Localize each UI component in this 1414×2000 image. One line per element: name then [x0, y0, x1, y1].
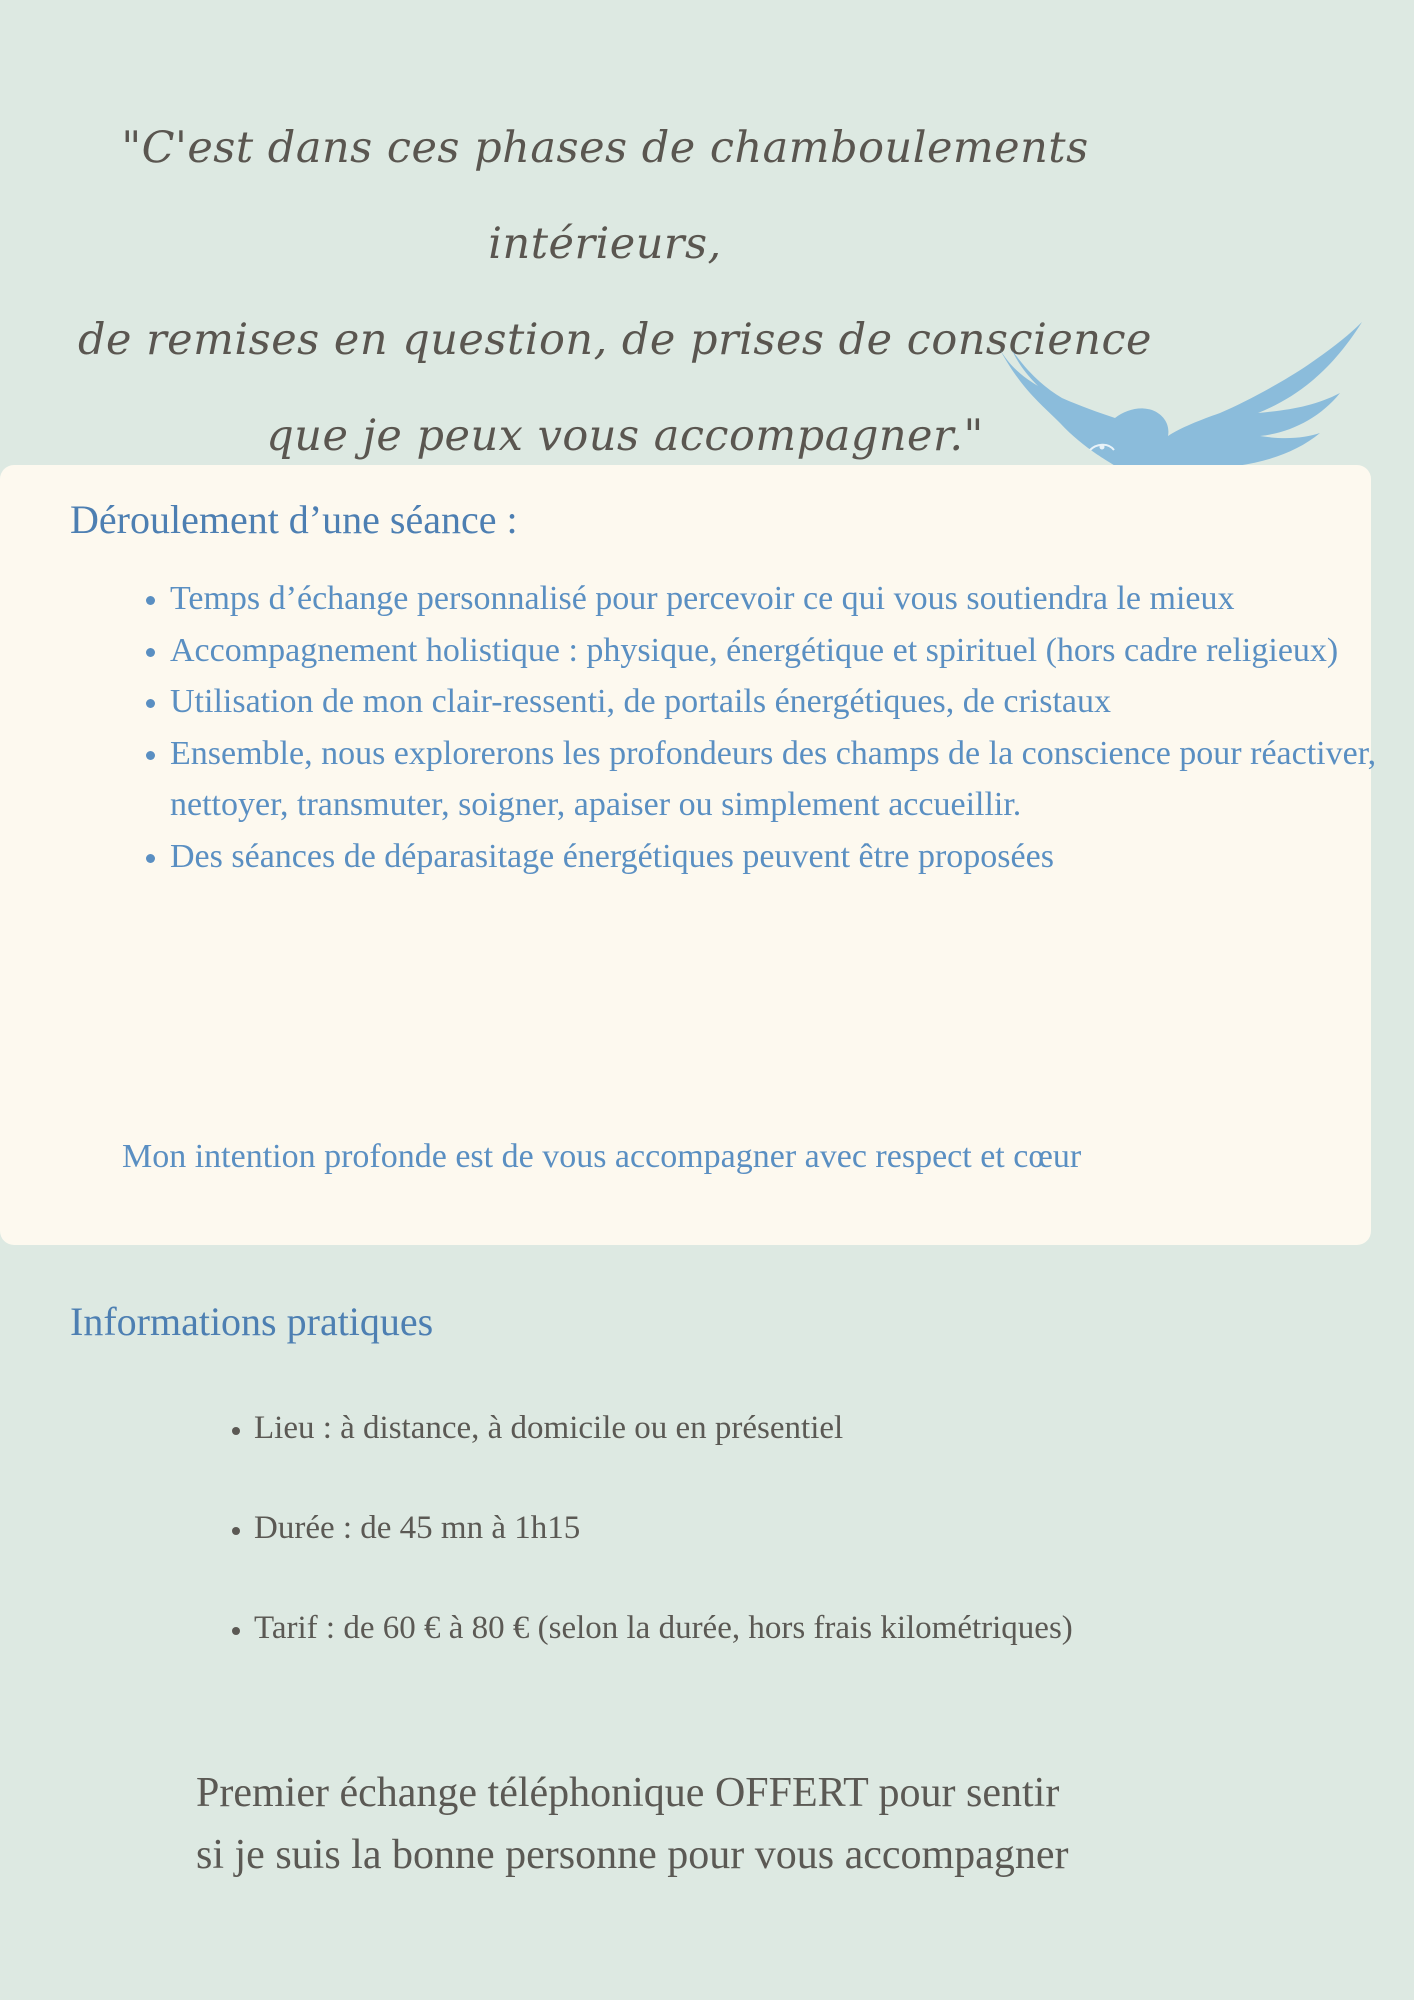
info-item-duree: • Durée : de 45 mn à 1h15 — [254, 1503, 1073, 1603]
info-item-tarif: • Tarif : de 60 € à 80 € (selon la durée, hors frais kilométriques) — [254, 1603, 1073, 1703]
list-item: • Temps d’échange personnalisé pour percevoir ce qui vous soutiendra le mieux — [170, 573, 1380, 625]
quote-line-3: que je peux vous accompagner." — [266, 411, 984, 461]
list-item: • Utilisation de mon clair-ressenti, de portails énergétiques, de cristaux — [170, 676, 1380, 728]
list-item: • Des séances de déparasitage énergétiques peuvent être proposées — [170, 831, 1380, 883]
session-title: Déroulement d’une séance : — [70, 497, 518, 542]
quote-line-2: de remises en question, de prises de conscience — [77, 315, 1153, 365]
info-title: Informations pratiques — [70, 1299, 434, 1344]
offer-line-2: si je suis la bonne personne pour vous accompagner — [196, 1832, 1069, 1878]
quote-line-1: "C'est dans ces phases de chamboulements intérieurs, — [121, 123, 1089, 269]
offer-text — [196, 1762, 1256, 1886]
offer-line-1: Premier échange téléphonique OFFERT pour sentir — [196, 1770, 1060, 1816]
list-item: • Accompagnement holistique : physique, énergétique et spirituel (hors cadre religieux) — [170, 625, 1380, 677]
session-list — [108, 573, 1380, 882]
intention-text: Mon intention profonde est de vous accompagner avec respect et cœur — [122, 1138, 1082, 1175]
info-list — [192, 1403, 1073, 1703]
info-item-lieu: • Lieu : à distance, à domicile ou en présentiel — [254, 1403, 1073, 1503]
list-item: • Ensemble, nous explorerons les profondeurs des champs de la conscience pour réactiver, nettoyer, transmuter, soigner, apaiser ou simplement accueillir. — [170, 728, 1380, 831]
